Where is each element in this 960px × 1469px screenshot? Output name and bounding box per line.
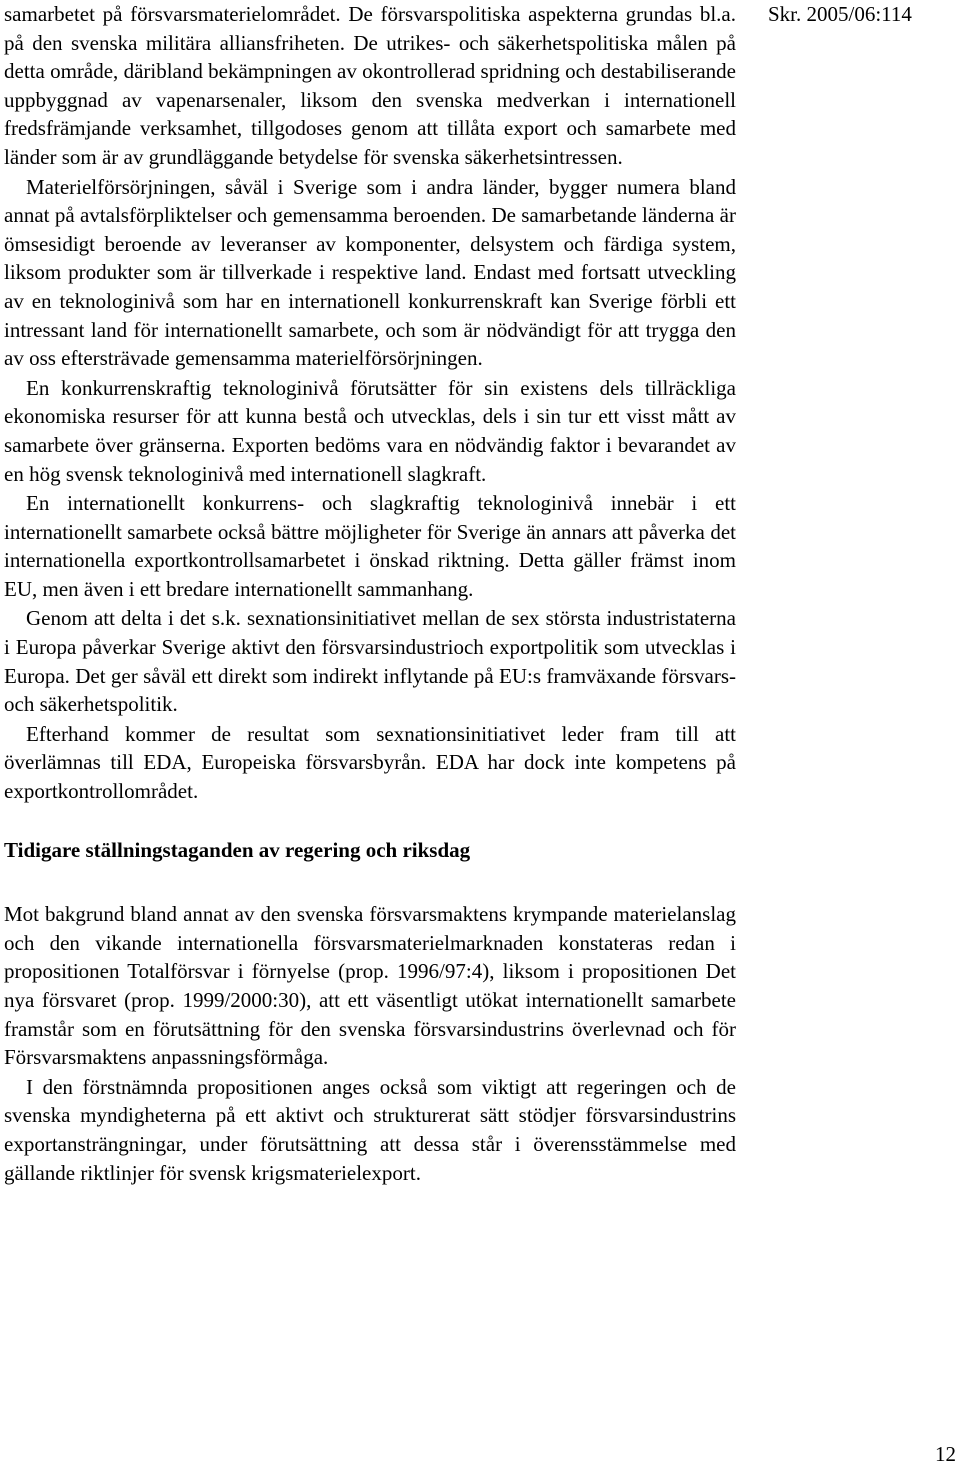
- document-reference: Skr. 2005/06:114: [768, 2, 912, 26]
- page-number: 12: [935, 1442, 956, 1466]
- paragraph-6: Efterhand kommer de resultat som sexnationsinitiativet leder fram till att överlämnas till EDA, Europeiska försvarsbyrån. EDA har dock inte kompetens på exportkontrollområdet.: [4, 721, 736, 804]
- body-text: [4, 0, 736, 1187]
- paragraph-2: Materielförsörjningen, såväl i Sverige som i andra länder, bygger numera bland annat på avtalsförpliktelser och gemensamma beroenden. De samarbetande länderna är ömsesidigt beroende av leveranser av komponenter, delsystem och färdiga system, liksom produkter som är tillverkade i respektive land. Endast med fortsatt utveckling av en teknologinivå som har en internationell konkurrenskraft kan Sverige förbli ett intressant land för internationellt samarbete, och som är nödvändigt för att trygga den av oss eftersträvade gemensamma materielförsörjningen.: [4, 174, 736, 371]
- paragraph-1: samarbetet på försvarsmaterielområdet. De försvarspolitiska aspekterna grundas bl.a. på den svenska militära alliansfriheten. De utrikes- och säkerhetspolitiska målen på detta område, däribland bekämpningen av okontrollerad spridning och destabiliserande uppbyggnad av vapenarsenaler, liksom den svenska medverkan i internationell fredsfrämjande verksamhet, tillgodoses genom att tillåta export och samarbete med länder som är av grundläggande betydelse för svenska säkerhetsintressen.: [4, 2, 736, 169]
- paragraph-5: Genom att delta i det s.k. sexnationsinitiativet mellan de sex största industristaterna i Europa påverkar Sverige aktivt den försvarsindustrioch exportpolitik som utvecklas i Europa. Det ger såväl ett direkt som indirekt inflytande på EU:s framväxande försvars- och säkerhetspolitik.: [4, 606, 736, 717]
- paragraph-7: Mot bakgrund bland annat av den svenska försvarsmaktens krympande materielanslag och den vikande internationella försvarsmaterielmarknaden konstateras redan i propositionen Totalförsvar i förnyelse (prop. 1996/97:4), liksom i propositionen Det nya försvaret (prop. 1999/2000:30), att ett väsentligt utökat internationellt samarbete framstår som en förutsättning för den svenska försvarsindustrins överlevnad och för Försvarsmaktens anpassningsförmåga.: [4, 902, 736, 1070]
- section-heading: Tidigare ställningstaganden av regering och riksdag: [4, 837, 471, 862]
- section-heading-block: [4, 836, 736, 865]
- paragraph-4: En internationellt konkurrens- och slagkraftig teknologinivå innebär i ett internationellt samarbete också bättre möjligheter för Sverige än annars att påverka det internationella exportkontrollsamarbetet i önskad riktning. Detta gäller främst inom EU, men även i ett bredare internationellt sammanhang.: [4, 491, 736, 601]
- paragraph-3: En konkurrenskraftig teknologinivå förutsätter för sin existens dels tillräckliga ekonomiska resurser för att kunna bestå och utvecklas, dels i sin tur ett visst mått av samarbete över gränserna. Exporten bedöms vara en nödvändig faktor i bevarandet av en hög svensk teknologinivå med internationell slagkraft.: [4, 375, 736, 486]
- paragraph-8: I den förstnämnda propositionen anges också som viktigt att regeringen och de svenska myndigheterna på ett aktivt och strukturerat sätt stödjer försvarsindustrins exportansträngningar, under förutsättning att dessa står i överensstämmelse med gällande riktlinjer för svensk krigsmaterielexport.: [4, 1074, 736, 1185]
